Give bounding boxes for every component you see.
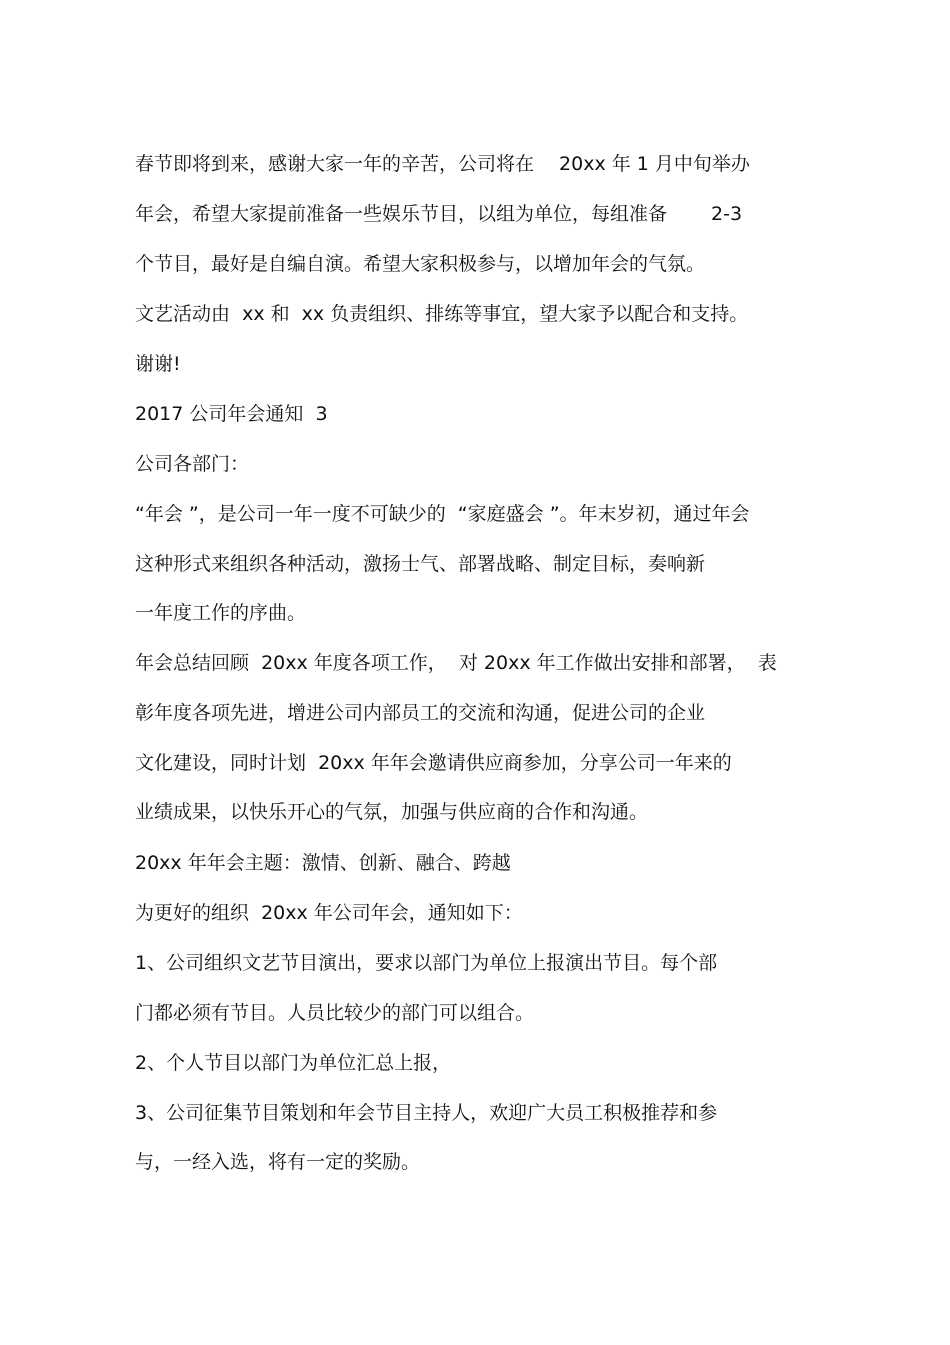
text-line: 业绩成果，以快乐开心的气氛，加强与供应商的合作和沟通。 bbox=[135, 801, 649, 823]
text-line: 彰年度各项先进，增进公司内部员工的交流和沟通，促进公司的企业 bbox=[135, 702, 706, 724]
text-line: 春节即将到来，感谢大家一年的辛苦，公司将在 20xx 年 1 月中旬举办 bbox=[135, 153, 750, 175]
text-line: 这种形式来组织各种活动，激扬士气、部署战略、制定目标，奏响新 bbox=[135, 553, 706, 575]
text-line: 年会总结回顾 20xx 年度各项工作， 对 20xx 年工作做出安排和部署， 表 bbox=[135, 652, 777, 674]
text-line: 文艺活动由 xx 和 xx 负责组织、排练等事宜，望大家予以配合和支持。 bbox=[135, 303, 749, 325]
text-line: 个节目，最好是自编自演。希望大家积极参与，以增加年会的气氛。 bbox=[135, 253, 706, 275]
salutation: 公司各部门： bbox=[135, 453, 250, 475]
list-item-continued: 与，一经入选，将有一定的奖励。 bbox=[135, 1151, 421, 1173]
list-item: 1、公司组织文艺节目演出，要求以部门为单位上报演出节目。每个部 bbox=[135, 952, 718, 974]
text-line: 年会，希望大家提前准备一些娱乐节目，以组为单位，每组准备 2-3 bbox=[135, 203, 743, 225]
list-item: 2、个人节目以部门为单位汇总上报， bbox=[135, 1052, 452, 1074]
text-line: 文化建设，同时计划 20xx 年年会邀请供应商参加，分享公司一年来的 bbox=[135, 752, 732, 774]
section-title: 2017 公司年会通知 3 bbox=[135, 403, 328, 425]
theme-line: 20xx 年年会主题：激情、创新、融合、跨越 bbox=[135, 852, 511, 874]
list-item: 3、公司征集节目策划和年会节目主持人，欢迎广大员工积极推荐和参 bbox=[135, 1102, 718, 1124]
text-line: “年会 ”，是公司一年一度不可缺少的 “家庭盛会 ”。年末岁初，通过年会 bbox=[135, 503, 750, 525]
text-line: 谢谢! bbox=[135, 353, 181, 375]
list-item-continued: 门都必须有节目。人员比较少的部门可以组合。 bbox=[135, 1002, 535, 1024]
text-line: 为更好的组织 20xx 年公司年会，通知如下： bbox=[135, 902, 523, 924]
text-line: 一年度工作的序曲。 bbox=[135, 602, 307, 624]
